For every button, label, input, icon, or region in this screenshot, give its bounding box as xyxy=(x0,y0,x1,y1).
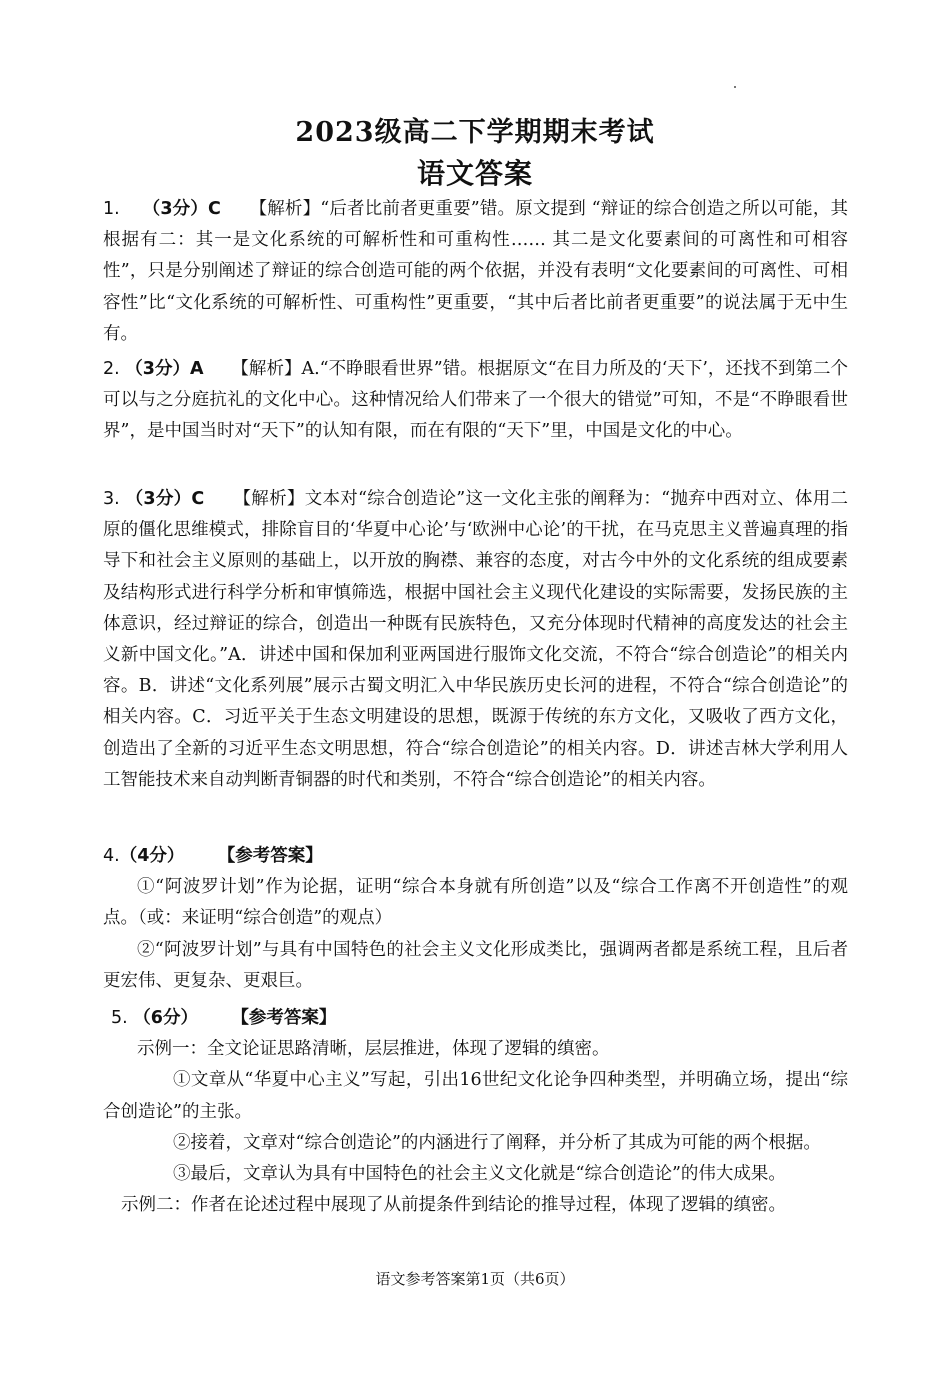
page-subtitle: 语文答案 xyxy=(416,157,533,190)
q5-example-1: 示例一：全文论证思路清晰，层层推进，体现了逻辑的缜密。 xyxy=(137,1039,610,1060)
q4-point-2: ②“阿波罗计划”与具有中国特色的社会主义文化形成类比，强调两者都是系统工程，且后者更宏伟、更复杂、更艰巨。 xyxy=(103,939,848,991)
q1-score: （3分）C xyxy=(142,199,221,219)
page-title: 2023级高二下学期期末考试 xyxy=(295,117,655,148)
answer-q4 xyxy=(103,841,848,997)
q1-text: “后者比前者更重要”错。原文提到 “辩证的综合创造之所以可能，其根据有二：其一是文化系统的可解析性和可重构性…… 其二是文化要素间的可离性和可相容性”，只是分别阐述了辩证的综合创造可能的两个依据，并没有表明“文化要素间的可离性、可相容性”比“文化系统的可解析性、可重构性”更重要，“其中后者比前者更重要”的说法属于无中生有。 xyxy=(103,199,849,344)
q4-point-1: ①“阿波罗计划”作为论据，证明“综合本身就有所创造”以及“综合工作离不开创造性”的观点。（或：来证明“综合创造”的观点） xyxy=(103,877,848,929)
q2-number: 2. xyxy=(103,359,120,379)
q3-text: 文本对“综合创造论”这一文化主张的阐释为：“抛弃中西对立、体用二原的僵化思维模式，排除盲目的‘华夏中心论’与‘欧洲中心论’的干扰，在马克思主义普遍真理的指导下和社会主义原则的基础上，以开放的胸襟、兼容的态度，对古今中外的文化系统的组成要素及结构形式进行科学分析和审慎筛选，根据中国社会主义现代化建设的实际需要，发扬民族的主体意识，经过辩证的综合，创造出一种既有民族特色，又充分体现时代精神的高度发达的社会主义新中国文化。”A．讲述中国和保加利亚两国进行服饰文化交流，不符合“综合创造论”的相关内容。B．讲述“文化系列展”展示古蜀文明汇入中华民族历史长河的进程，不符合“综合创造论”的相关内容。C．习近平关于生态文明建设的思想，既源于传统的东方文化，又吸收了西方文化，创造出了全新的习近平生态文明思想，符合“综合创造论”的相关内容。D．讲述吉林大学利用人工智能技术来自动判断青铜器的时代和类别，不符合“综合创造论”的相关内容。 xyxy=(103,489,848,790)
q4-score: （4分） xyxy=(119,846,185,866)
q1-number: 1. xyxy=(103,199,120,219)
q2-score: （3分）A xyxy=(125,359,204,379)
answer-q2 xyxy=(103,354,848,448)
answer-q3 xyxy=(103,484,848,796)
q5-number: 5. xyxy=(111,1008,128,1028)
q5-step-1: ①文章从“华夏中心主义”写起，引出16世纪文化论争四种类型，并明确立场，提出“综合创造论”的主张。 xyxy=(103,1070,848,1122)
q3-number: 3. xyxy=(103,489,120,509)
q5-tag: 【参考答案】 xyxy=(231,1008,337,1028)
q4-number: 4. xyxy=(103,846,120,866)
q4-tag: 【参考答案】 xyxy=(217,846,323,866)
q5-step-2: ②接着，文章对“综合创造论”的内涵进行了阐释，并分析了其成为可能的两个根据。 xyxy=(173,1132,821,1153)
page-footer: 语文参考答案第1页（共6页） xyxy=(375,1270,575,1288)
q5-example-2: 示例二：作者在论述过程中展现了从前提条件到结论的推导过程，体现了逻辑的缜密。 xyxy=(121,1195,786,1216)
q3-tag: 【解析】 xyxy=(233,489,305,509)
q1-tag: 【解析】 xyxy=(249,199,321,219)
answer-q5 xyxy=(103,1003,848,1221)
q2-text: A.“不睁眼看世界”错。根据原文“在目力所及的‘天下’，还找不到第二个可以与之分庭抗礼的文化中心。这种情况给人们带来了一个很大的错觉”可知，不是“不睁眼看世界”，是中国当时对“天下”的认知有限，而在有限的“天下”里，中国是文化的中心。 xyxy=(103,359,848,442)
scan-speck xyxy=(734,86,736,88)
q3-score: （3分）C xyxy=(125,489,205,509)
q2-tag: 【解析】 xyxy=(231,359,302,379)
answer-q1 xyxy=(103,194,848,350)
q5-step-3: ③最后，文章认为具有中国特色的社会主义文化就是“综合创造论”的伟大成果。 xyxy=(173,1164,786,1185)
q5-score: （6分） xyxy=(133,1008,198,1028)
